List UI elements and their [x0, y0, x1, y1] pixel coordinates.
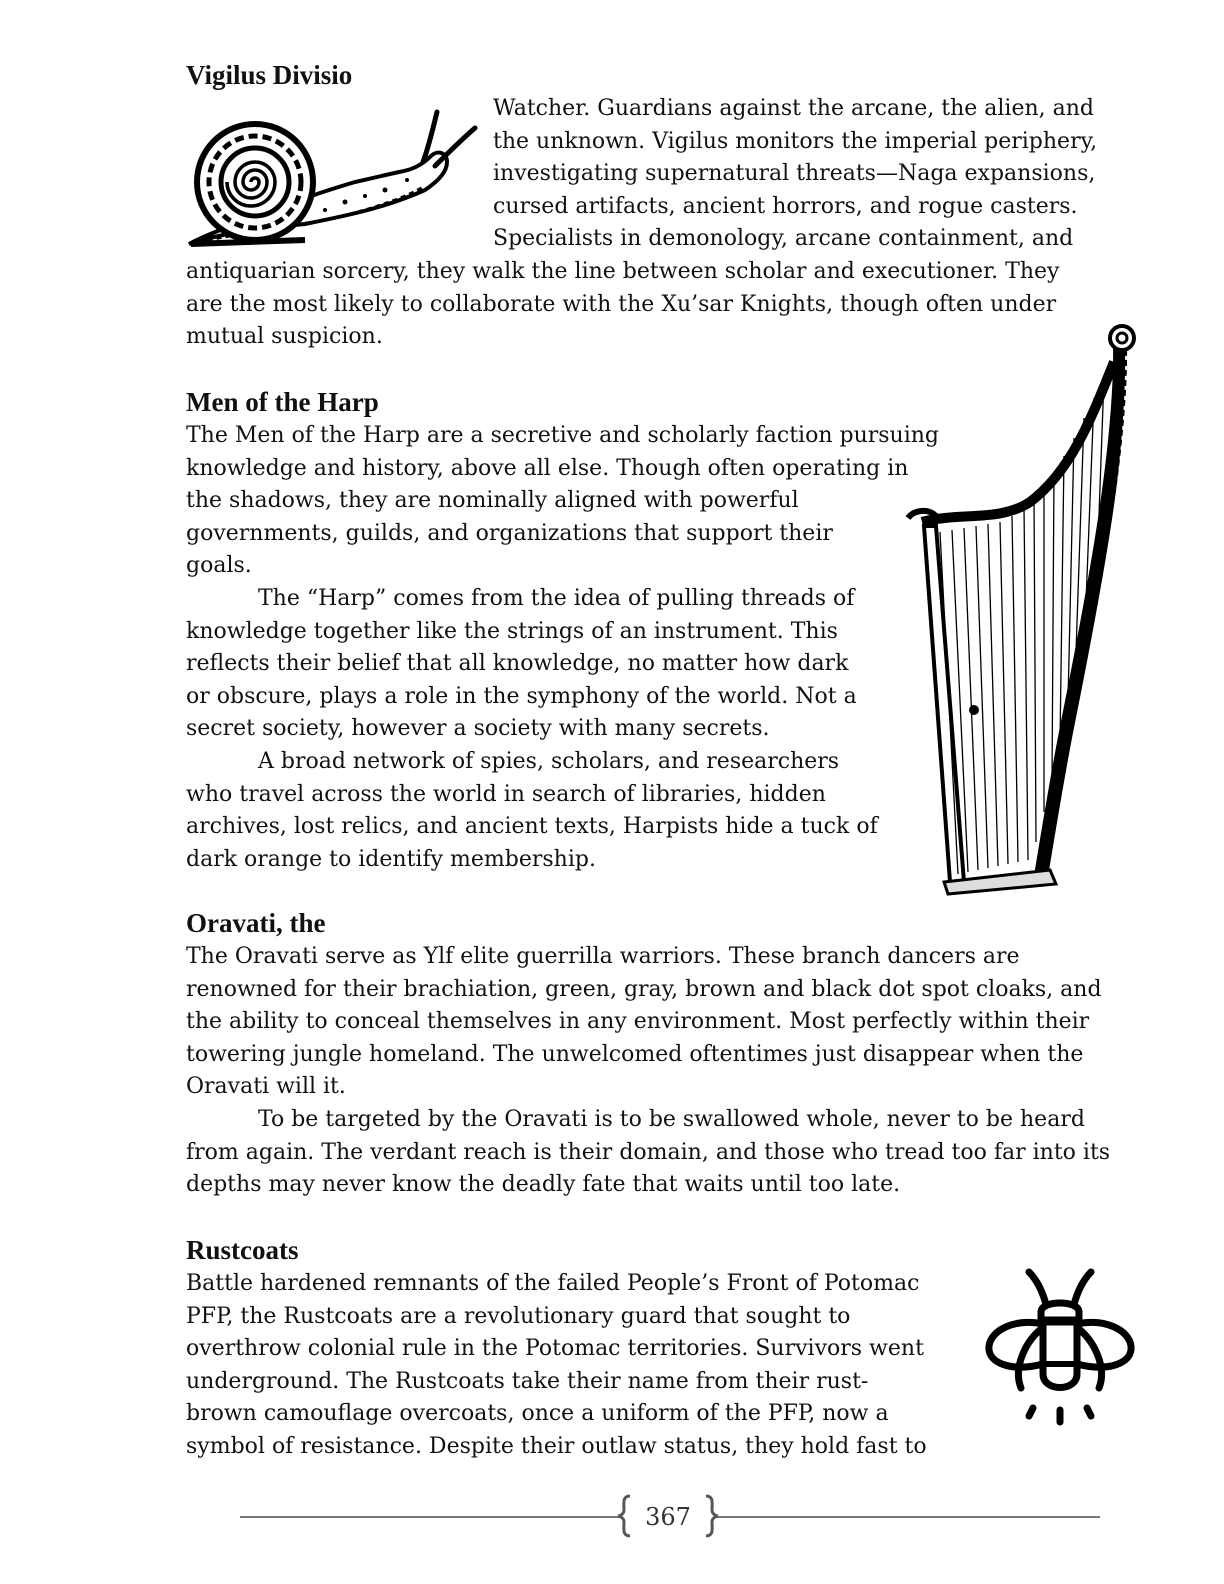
- paragraph-line: Specialists in demonology, arcane containment, and: [493, 226, 1074, 252]
- harp-paragraphs: [186, 420, 939, 876]
- heading-oravati: Oravati, the: [186, 908, 326, 938]
- heading-vigilus-divisio: Vigilus Divisio: [186, 60, 353, 90]
- paragraph-line: reflects their belief that all knowledge, no matter how dark: [186, 651, 849, 677]
- paragraph-line: depths may never know the deadly fate that waits until too late.: [186, 1172, 901, 1198]
- paragraph-line: Battle hardened remnants of the failed People’s Front of Potomac: [186, 1271, 920, 1296]
- paragraph-line: The Oravati serve as Ylf elite guerrilla warriors. These branch dancers are: [186, 944, 1020, 969]
- paragraph-line: cursed artifacts, ancient horrors, and rogue casters.: [493, 193, 1078, 219]
- footer-rule-right: [714, 1516, 1100, 1518]
- paragraph-line: Watcher. Guardians against the arcane, the alien, and: [493, 96, 1094, 121]
- paragraph-line: the ability to conceal themselves in any environment. Most perfectly within their: [186, 1009, 1090, 1035]
- paragraph-line: To be targeted by the Oravati is to be swallowed whole, never to be heard: [258, 1106, 1085, 1132]
- paragraph-line: secret society, however a society with many secrets.: [186, 716, 770, 742]
- paragraph-line: The “Harp” comes from the idea of pulling threads of: [258, 585, 855, 611]
- heading-men-of-the-harp: Men of the Harp: [186, 387, 379, 417]
- paragraph-line: are the most likely to collaborate with the Xu’sar Knights, though often under: [186, 291, 1057, 317]
- footer-rule-left: [240, 1516, 622, 1518]
- paragraph-line: mutual suspicion.: [186, 324, 383, 350]
- paragraph-line: knowledge and history, above all else. Though often operating in: [186, 455, 909, 481]
- heading-rustcoats: Rustcoats: [186, 1235, 299, 1265]
- paragraph-line: towering jungle homeland. The unwelcomed oftentimes just disappear when the: [186, 1041, 1084, 1067]
- paragraph-line: dark orange to identify membership.: [186, 846, 596, 872]
- paragraph-line: antiquarian sorcery, they walk the line between scholar and executioner. They: [186, 259, 1060, 284]
- paragraph-line: the shadows, they are nominally aligned with powerful: [186, 488, 799, 514]
- paragraph-line: brown camouflage overcoats, once a uniform of the PFP, now a: [186, 1401, 889, 1427]
- paragraph-line: The Men of the Harp are a secretive and scholarly faction pursuing: [186, 423, 939, 448]
- harp-illustration: [900, 322, 1150, 894]
- vigilus-paragraph-wrapped: [493, 93, 1097, 256]
- paragraph-line: goals.: [186, 553, 252, 579]
- page-number: 367: [645, 1503, 691, 1531]
- rustcoats-paragraph: [186, 1268, 927, 1464]
- paragraph-line: PFP, the Rustcoats are a revolutionary guard that sought to: [186, 1303, 851, 1329]
- paragraph-line: knowledge together like the strings of an instrument. This: [186, 618, 838, 644]
- paragraph-line: from again. The verdant reach is their domain, and those who tread too far into its: [186, 1139, 1111, 1165]
- firefly-icon: [985, 1268, 1135, 1443]
- paragraph-line: investigating supernatural threats—Naga expansions,: [493, 161, 1096, 187]
- paragraph-line: symbol of resistance. Despite their outlaw status, they hold fast to: [186, 1433, 927, 1459]
- paragraph-line: underground. The Rustcoats take their name from their rust-: [186, 1368, 869, 1394]
- paragraph-line: renowned for their brachiation, green, gray, brown and black dot spot cloaks, and: [186, 976, 1102, 1002]
- paragraph-line: who travel across the world in search of libraries, hidden: [186, 781, 826, 807]
- paragraph-line: archives, lost relics, and ancient texts, Harpists hide a tuck of: [186, 814, 878, 840]
- paragraph-line: Oravati will it.: [186, 1074, 346, 1100]
- paragraph-line: governments, guilds, and organizations that support their: [186, 520, 833, 546]
- paragraph-line: overthrow colonial rule in the Potomac territories. Survivors went: [186, 1336, 924, 1362]
- oravati-paragraphs: [186, 941, 1110, 1202]
- paragraph-line: or obscure, plays a role in the symphony of the world. Not a: [186, 683, 857, 709]
- paragraph-line: A broad network of spies, scholars, and researchers: [258, 748, 840, 774]
- paragraph-line: the unknown. Vigilus monitors the imperial periphery,: [493, 128, 1098, 154]
- snail-illustration: [185, 110, 480, 250]
